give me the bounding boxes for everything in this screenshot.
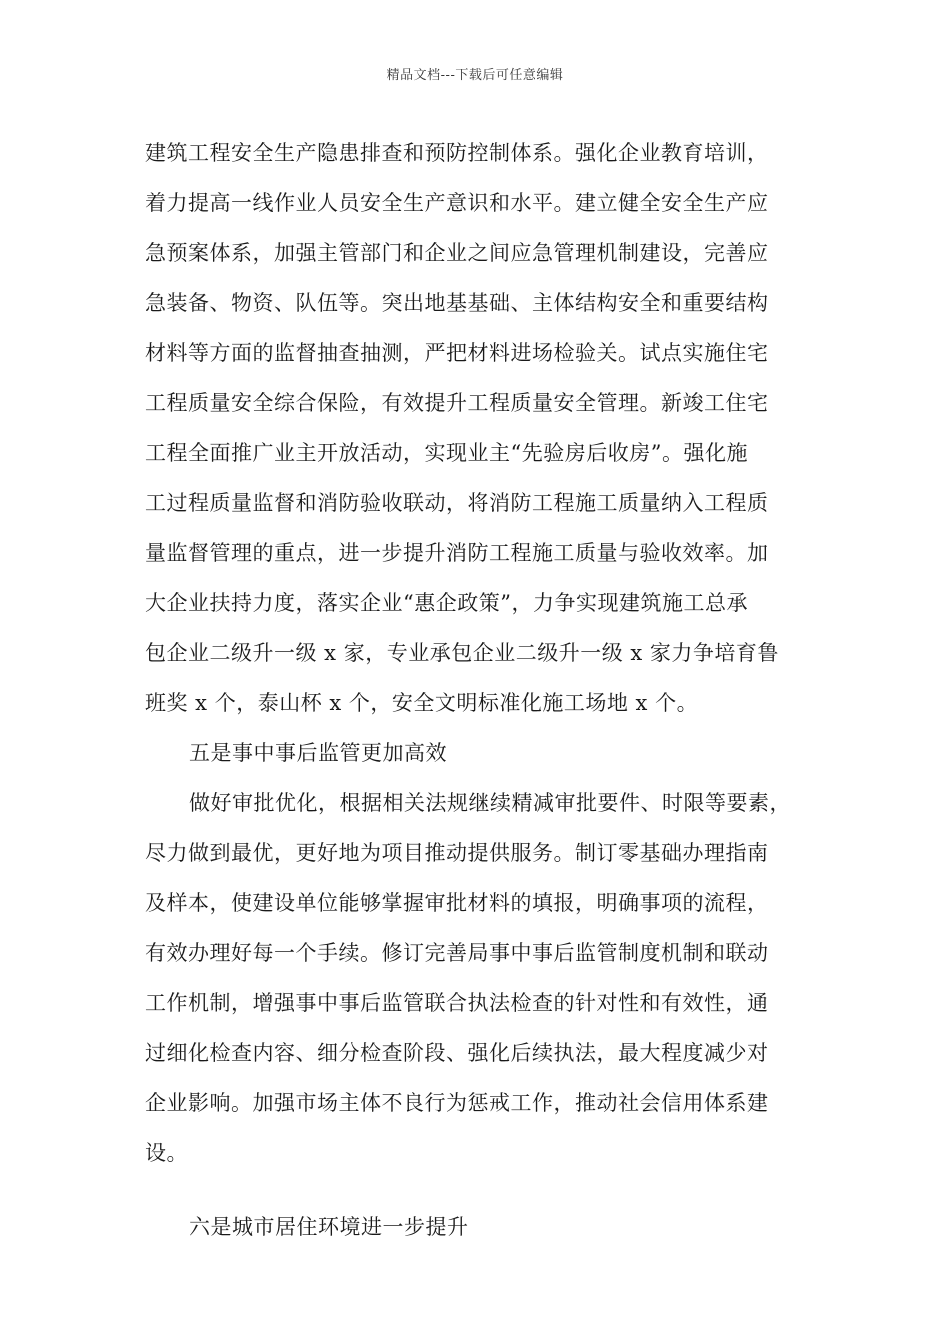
text-line: 大企业扶持力度，落实企业“惠企政策”，力争实现建筑施工总承: [145, 591, 748, 615]
text-line: 量监督管理的重点，进一步提升消防工程施工质量与验收效率。加: [145, 541, 769, 565]
section-heading-six: 六是城市居住环境进一步提升: [189, 1215, 469, 1239]
page-header: 精品文档---下载后可任意编辑: [386, 68, 564, 83]
text-line: 有效办理好每一个手续。修订完善局事中事后监管制度机制和联动: [145, 941, 769, 965]
text-line: 工过程质量监督和消防验收联动，将消防工程施工质量纳入工程质: [145, 491, 769, 515]
text-line: 做好审批优化，根据相关法规继续精减审批要件、时限等要素，: [189, 791, 791, 815]
text-line: 建筑工程安全生产隐患排查和预防控制体系。强化企业教育培训，: [145, 141, 769, 165]
paragraph-spacer: [145, 1178, 815, 1202]
text-line: 设。: [145, 1141, 188, 1165]
text-line: 过细化检查内容、细分检查阶段、强化后续执法，最大程度减少对: [145, 1041, 769, 1065]
text-line: 工作机制，增强事中事后监管联合执法检查的针对性和有效性，通: [145, 991, 769, 1015]
text-line: 班奖 x 个，泰山杯 x 个，安全文明标准化施工场地 x 个。: [145, 691, 699, 715]
text-line: 工程全面推广业主开放活动，实现业主“先验房后收房”。强化施: [145, 441, 748, 465]
paragraph-construction-safety: [145, 128, 815, 728]
text-line: 工程质量安全综合保险，有效提升工程质量安全管理。新竣工住宅: [145, 391, 769, 415]
text-line: 材料等方面的监督抽查抽测，严把材料进场检验关。试点实施住宅: [145, 341, 769, 365]
text-line: 尽力做到最优，更好地为项目推动提供服务。制订零基础办理指南: [145, 841, 769, 865]
text-line: 企业影响。加强市场主体不良行为惩戒工作，推动社会信用体系建: [145, 1091, 769, 1115]
paragraph-supervision: [145, 778, 815, 1178]
text-line: 包企业二级升一级 x 家，专业承包企业二级升一级 x 家力争培育鲁: [145, 641, 779, 665]
document-body: [145, 128, 815, 1252]
text-line: 急装备、物资、队伍等。突出地基基础、主体结构安全和重要结构: [145, 291, 769, 315]
text-line: 急预案体系，加强主管部门和企业之间应急管理机制建设，完善应: [145, 241, 769, 265]
text-line: 着力提高一线作业人员安全生产意识和水平。建立健全安全生产应: [145, 191, 769, 215]
text-line: 及样本，使建设单位能够掌握审批材料的填报，明确事项的流程，: [145, 891, 769, 915]
section-heading-five: 五是事中事后监管更加高效: [189, 741, 447, 765]
